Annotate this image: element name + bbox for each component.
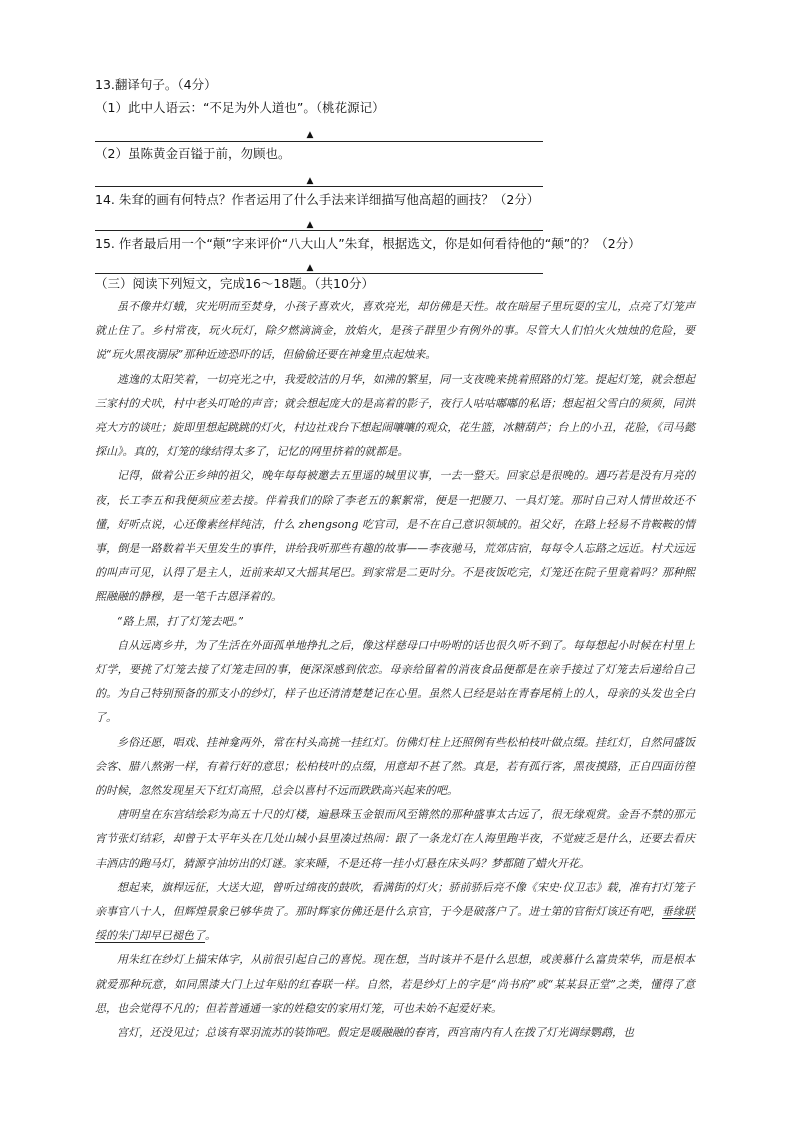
- question-13-sentence-2: （2）虽陈黄金百镒于前，勿顾也。: [95, 146, 291, 161]
- answer-marker-triangle-icon: ▲: [306, 220, 314, 230]
- answer-line[interactable]: [95, 141, 543, 142]
- passage-paragraph-8-text: 想起来，旗桿远征，大送大迎，曾听过绵夜的鼓吹，看满街的灯火；骄前骄后亮不像《宋史·仪卫志》载，准有打灯笼子亲事官八十人，但辉煌景象已够华贵了。那时辉家仿佛还是什么京官，于今是破落户了。进士第的官衔灯该还有吧，: [95, 880, 695, 919]
- answer-line[interactable]: [95, 230, 543, 231]
- question-13-sentence-1: （1）此中人语云：“不足为外人道也”。（桃花源记）: [95, 100, 385, 115]
- answer-marker-triangle-icon: ▲: [306, 130, 314, 140]
- passage-paragraph-1: 虽不像井灯蛾，灾光明而至焚身，小孩子喜欢火，喜欢亮光，却仿佛是天性。故在暗屋子里玩耍的宝儿，点亮了灯笼声就止住了。乡村常夜，玩火玩灯，除夕燃滴滴金，放焰火，是孩子群里少有例外的事。尽管大人们怕火火烛烛的危险，要说“玩火黑夜溺尿”那种近迹恐吓的话，但偷偷还要在神龛里点起烛来。: [95, 300, 695, 362]
- reading-passage: [95, 295, 695, 1045]
- passage-paragraph-8-end: 。: [205, 929, 216, 943]
- passage-paragraph-4-quote: “路上黑，打了灯笼去吧。”: [117, 614, 244, 628]
- passage-paragraph-3: 记得，做着公正乡绅的祖父，晚年每每被邀去五里遥的城里议事，一去一整天。回家总是很晚的。遇巧若是没有月亮的夜，长工李五和我便须应差去接。伴着我们的除了李老五的絮絮常，便是一把腰刀、一具灯笼。那时自己对人情世故还不懂，好听点说，心还像素丝样纯洁，什么 zhengsong 吃官司，是不在自己意识领域的。祖父好，在路上轻易不肯鞍鞍的情事，倒是一路数着半天里发生的事件，讲给我听那些有趣的故事——李夜驰马，荒郊店宿，每每令人忘路之远近。村犬远远的叫声可见，认得了是主人，近前来却又大摇其尾巴。到家常是二更时分。不是夜饭吃完，灯笼还在院子里竟着吗？那种熙熙融融的静穆，是一笔千古恩泽着的。: [95, 469, 695, 604]
- passage-paragraph-7: 唐明皇在东宫结绘彩为高五十尺的灯楼，遍悬珠玉金银而风至锵然的那种盛事太古远了，很无缘观赏。金吾不禁的那元宵节张灯结彩，却曾于太平年头在几处山城小县里凑过热闹：跟了一条龙灯在人海里跑半夜，不觉疲乏是什么，还要去看庆丰酒店的跑马灯，猜源亨油坊出的灯谜。家来睡，不是还将一挂小灯悬在床头吗？梦都随了蜡火开花。: [95, 808, 695, 870]
- answer-line[interactable]: [95, 186, 543, 187]
- passage-paragraph-2: 逃逸的太阳笑着，一切亮光之中，我爱皎洁的月华，如沸的繁星，同一支夜晚来挑着照路的灯笼。提起灯笼，就会想起三家村的犬吠，村中老头叮呛的声音；就会想起庞大的是高着的影子，夜行人咕咕嘟嘟的私语；想起祖父雪白的须须，同洪亮大方的谈吐；旋即里想起跳跳的灯火，村边社戏台下想起闹嚷嚷的观众，花生篮，冰糖葫芦；台上的小丑，花脸，《司马懿探山》。真的，灯笼的缘结得太多了，记忆的网里挤着的就都是。: [95, 372, 695, 459]
- passage-paragraph-9: 用朱红在纱灯上描宋体字，从前很引起自己的喜悦。现在想，当时该并不是什么思想，或羡慕什么富贵荣华，而是根本就爱那种玩意，如同黑漆大门上过年贴的红春联一样。自然，若是纱灯上的字是“尚书府”或“某某县正堂”之类，懂得了意思，也会觉得不凡的；但若普通通一家的姓稳安的家用灯笼，可也未始不起爱好来。: [95, 953, 695, 1015]
- underlined-sentence: 垂缘联绥的朱门却早已褪色了: [95, 905, 696, 943]
- passage-paragraph-5: 自从远离乡井，为了生活在外面孤单地挣扎之后，像这样慈母口中吩咐的话也很久听不到了。每每想起小时候在村里上灯学，要挑了灯笼去接了灯笼走回的事，便深深感到依恋。母亲给留着的消夜食品便都是在亲手接过了灯笼去后递给自己的。为自己特别预备的那支小的纱灯，样子也还清清楚楚记在心里。虽然人已经是站在青春尾梢上的人，母亲的头发也全白了。: [95, 638, 695, 725]
- question-14: 14. 朱耷的画有何特点？作者运用了什么手法来详细描写他高超的画技？（2分）: [95, 192, 540, 207]
- passage-paragraph-6: 乡俗还愿，唱戏、挂神龛两外，常在村头高挑一挂红灯。仿佛灯柱上还照例有些松柏枝叶做点缀。挂红灯，自然同盛饭会客、腊八熬粥一样，有着行好的意思；松柏枝叶的点缀，用意却不甚了然。真是，若有孤行客，黑夜摸路，正自四面彷徨的时候，忽然发现星天下红灯高照，总会以喜村不远而跌跌高兴起来的吧。: [95, 735, 695, 798]
- question-15: 15. 作者最后用一个“颠”字来评价“八大山人”朱耷，根据选文，你是如何看待他的“颠”的？（2分）: [95, 236, 641, 251]
- section-3-heading: （三）阅读下列短文，完成16～18题。（共10分）: [95, 276, 374, 291]
- passage-paragraph-8: [95, 876, 695, 949]
- answer-marker-triangle-icon: ▲: [306, 176, 314, 186]
- question-13-title: 13.翻译句子。（4分）: [95, 77, 217, 92]
- answer-marker-triangle-icon: ▲: [306, 263, 314, 273]
- answer-line[interactable]: [95, 273, 543, 274]
- passage-paragraph-10: 宫灯，还没见过；总该有翠羽流苏的装饰吧。假定是暖融融的春宵，西宫南内有人在拨了灯光调绿鹦鹉，也: [117, 1026, 634, 1040]
